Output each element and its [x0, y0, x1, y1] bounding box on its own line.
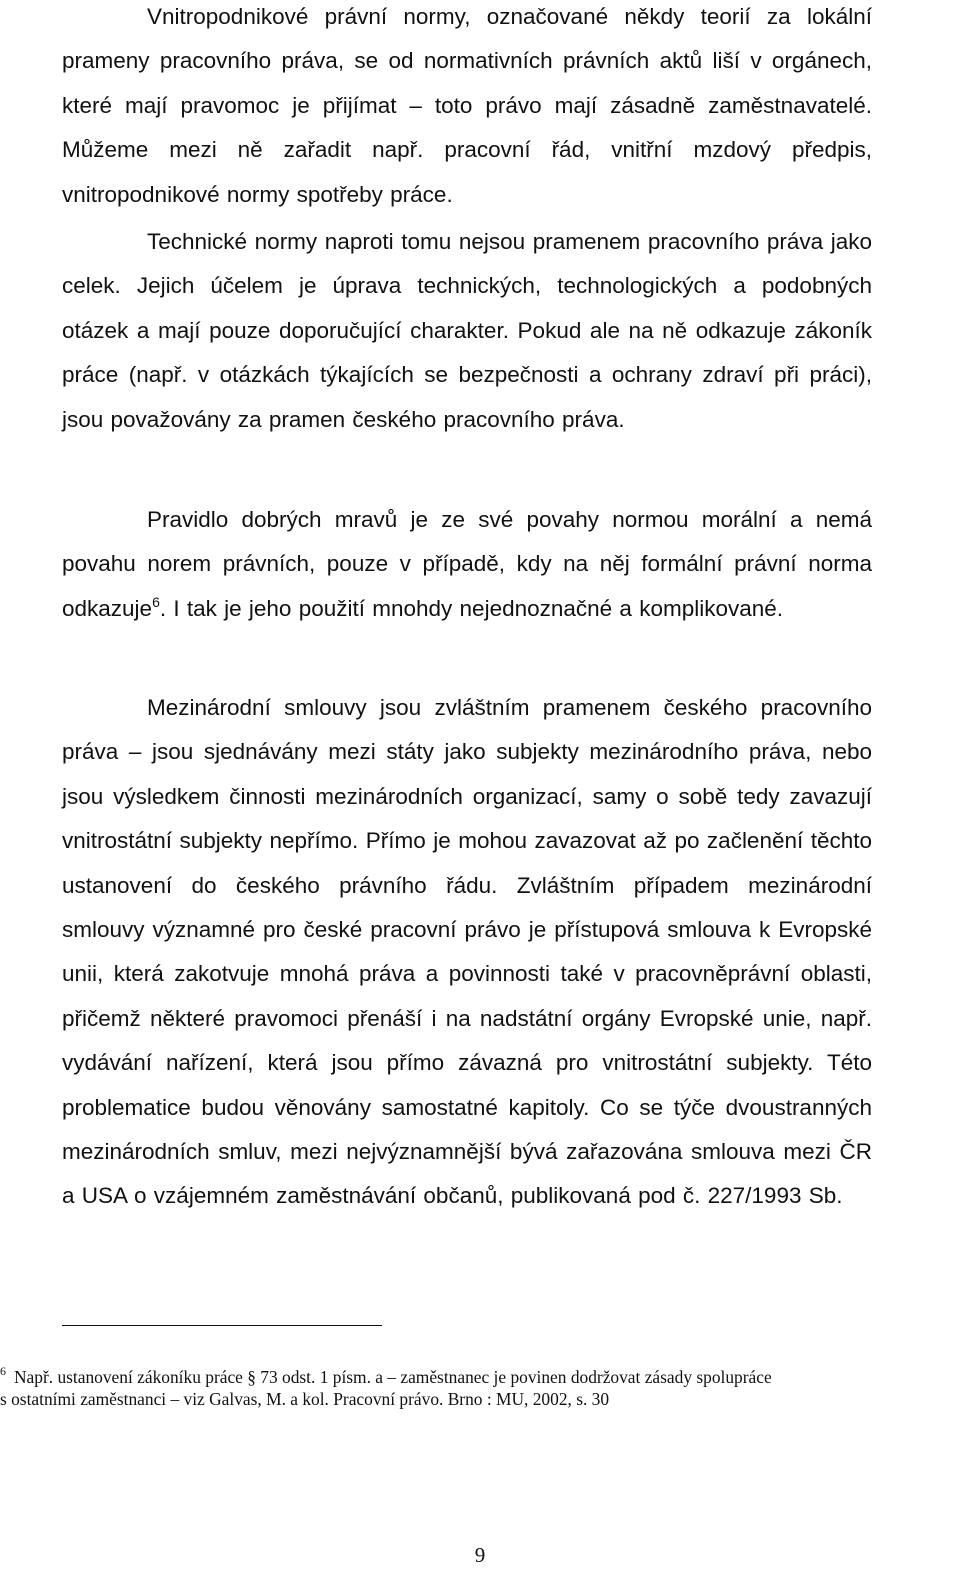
footnote-line-2: s ostatními zaměstnanci – viz Galvas, M. a kol. Pracovní právo. Brno : MU, 2002, s. 30: [0, 1389, 610, 1409]
paragraph-internal-norms: Vnitropodnikové právní normy, označované někdy teorií za lokální prameny pracovního práva, se od normativních právních aktů liší v orgánech, které mají pravomoc je přijímat – toto právo mají zásadně zaměstnavatelé. Můžeme mezi ně zařadit např. pracovní řád, vnitřní mzdový předpis, vnitropodnikové normy spotřeby práce.: [62, 4, 872, 207]
footnote-text-1: Např. ustanovení zákoníku práce § 73 odst. 1 písm. a – zaměstnanec je povinen dodržovat zásady spolupráce: [14, 1367, 772, 1387]
paragraph-international-treaties: Mezinárodní smlouvy jsou zvláštním pramenem českého pracovního práva – jsou sjednávány mezi státy jako subjekty mezinárodního práva, nebo jsou výsledkem činnosti mezinárodních organizací, samy o sobě tedy zavazují vnitrostátní subjekty nepřímo. Přímo je mohou zavazovat až po začlenění těchto ustanovení do českého právního řádu. Zvláštním případem mezinárodní smlouvy významné pro české pracovní právo je přístupová smlouva k Evropské unii, která zakotvuje mnohá práva a povinnosti také v pracovněprávní oblasti, přičemž některé pravomoci přenáší i na nadstátní orgány Evropské unie, např. vydávání nařízení, která jsou přímo závazná pro vnitrostátní subjekty. Této problematice budou věnovány samostatné kapitoly. Co se týče dvoustranných mezinárodních smluv, mezi nejvýznamnější bývá zařazována smlouva mezi ČR a USA o vzájemném zaměstnávání občanů, publikovaná pod č. 227/1993 Sb.: [62, 695, 872, 1209]
paragraph-technical-norms: Technické normy naproti tomu nejsou pramenem pracovního práva jako celek. Jejich účelem je úprava technických, technologických a podobných otázek a mají pouze doporučující charakter. Pokud ale na ně odkazuje zákoník práce (např. v otázkách týkajících se bezpečnosti a ochrany zdraví při práci), jsou považovány za pramen českého pracovního práva.: [62, 229, 872, 432]
footnote: [0, 1366, 960, 1410]
paragraph-good-morals-text-end: . I tak je jeho použití mnohdy nejednoznačné a komplikované.: [159, 595, 784, 621]
page-number: 9: [474, 1543, 486, 1567]
paragraph-good-morals: [62, 498, 872, 631]
footnote-line-1: [0, 1366, 960, 1388]
footnote-reference[interactable]: 6: [152, 593, 160, 610]
footnote-number: 6: [0, 1366, 6, 1378]
footnote-separator: [62, 1325, 382, 1326]
paragraph-good-morals-text: Pravidlo dobrých mravů je ze své povahy normou morální a nemá povahu norem právních, pouze v případě, kdy na něj formální právní norma odkazuje: [62, 507, 872, 621]
